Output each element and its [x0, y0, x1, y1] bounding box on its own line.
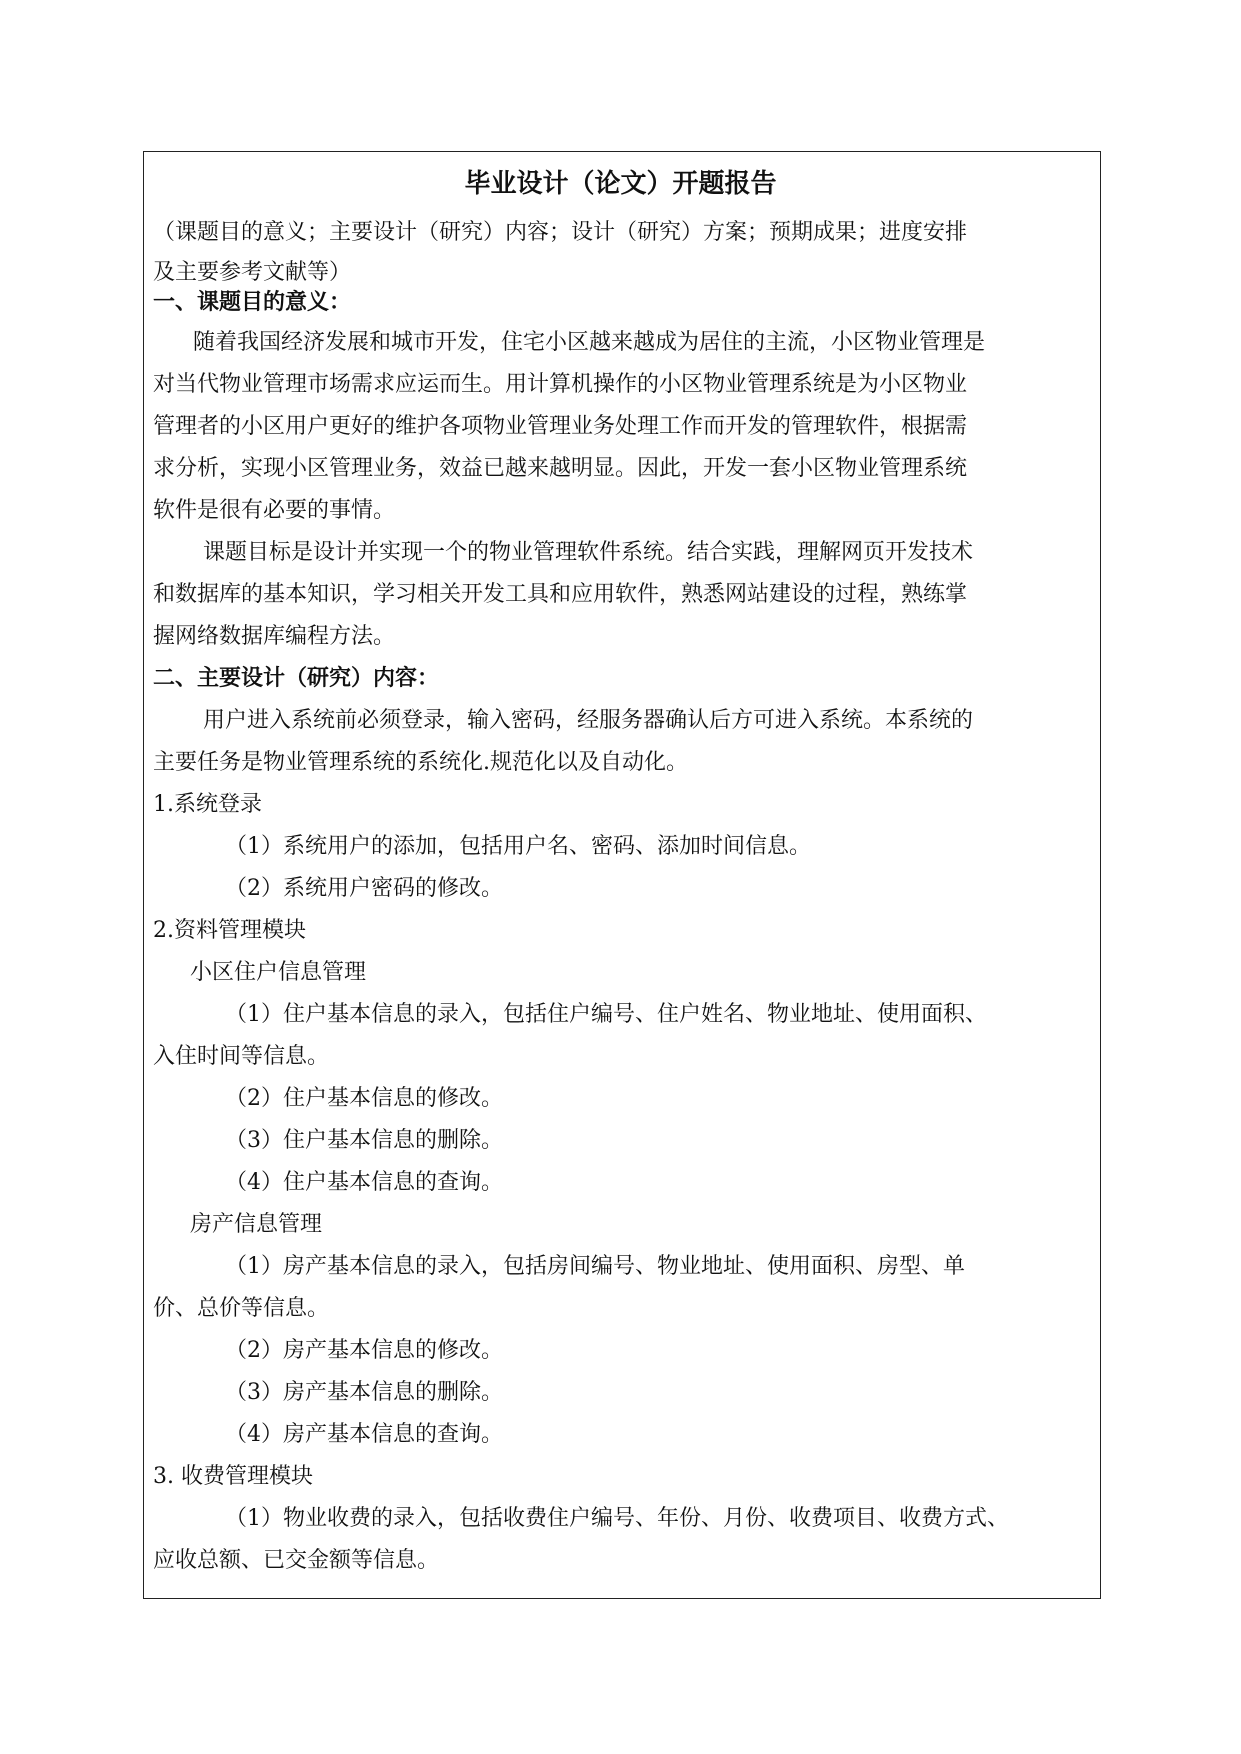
list-item: 应收总额、已交金额等信息。 — [153, 1548, 440, 1573]
paragraph-line: 管理者的小区用户更好的维护各项物业管理业务处理工作而开发的管理软件，根据需 — [153, 414, 968, 439]
module-title: 3. 收费管理模块 — [153, 1464, 313, 1489]
paragraph-line: 课题目标是设计并实现一个的物业管理软件系统。结合实践，理解网页开发技术 — [203, 540, 974, 565]
list-item: （1）住户基本信息的录入，包括住户编号、住户姓名、物业地址、使用面积、 — [225, 1002, 987, 1027]
list-item: （2）系统用户密码的修改。 — [225, 876, 503, 901]
subtitle-line: （课题目的意义；主要设计（研究）内容；设计（研究）方案；预期成果；进度安排 — [153, 220, 968, 245]
list-item: （2）房产基本信息的修改。 — [225, 1338, 503, 1363]
list-item: （4）房产基本信息的查询。 — [225, 1422, 503, 1447]
section-heading: 一、课题目的意义： — [153, 290, 352, 315]
submodule-title: 房产信息管理 — [190, 1212, 323, 1237]
list-item: （1）物业收费的录入，包括收费住户编号、年份、月份、收费项目、收费方式、 — [225, 1506, 1009, 1531]
submodule-title: 小区住户信息管理 — [190, 960, 367, 985]
list-item: （1）系统用户的添加，包括用户名、密码、添加时间信息。 — [225, 834, 811, 859]
list-item: （2）住户基本信息的修改。 — [225, 1086, 503, 1111]
section-heading: 二、主要设计（研究）内容： — [153, 666, 440, 691]
subtitle-line: 及主要参考文献等） — [153, 260, 352, 285]
paragraph-line: 握网络数据库编程方法。 — [153, 624, 396, 649]
paragraph-line: 求分析，实现小区管理业务，效益已越来越明显。因此，开发一套小区物业管理系统 — [153, 456, 968, 481]
list-item: （1）房产基本信息的录入，包括房间编号、物业地址、使用面积、房型、单 — [225, 1254, 965, 1279]
paragraph-line: 和数据库的基本知识，学习相关开发工具和应用软件，熟悉网站建设的过程，熟练掌 — [153, 582, 968, 607]
paragraph-line: 软件是很有必要的事情。 — [153, 498, 396, 523]
paragraph-line: 用户进入系统前必须登录，输入密码，经服务器确认后方可进入系统。本系统的 — [203, 708, 974, 733]
paragraph-line: 主要任务是物业管理系统的系统化.规范化以及自动化。 — [153, 750, 688, 775]
list-item: （3）房产基本信息的删除。 — [225, 1380, 503, 1405]
page-title: 毕业设计（论文）开题报告 — [464, 169, 777, 199]
list-item: （3）住户基本信息的删除。 — [225, 1128, 503, 1153]
paragraph-line: 对当代物业管理市场需求应运而生。用计算机操作的小区物业管理系统是为小区物业 — [153, 372, 968, 397]
paragraph-line: 随着我国经济发展和城市开发，住宅小区越来越成为居住的主流，小区物业管理是 — [193, 330, 986, 355]
module-title: 1.系统登录 — [153, 792, 262, 817]
list-item: （4）住户基本信息的查询。 — [225, 1170, 503, 1195]
module-title: 2.资料管理模块 — [153, 918, 306, 943]
list-item: 价、总价等信息。 — [153, 1296, 330, 1321]
list-item: 入住时间等信息。 — [153, 1044, 330, 1069]
